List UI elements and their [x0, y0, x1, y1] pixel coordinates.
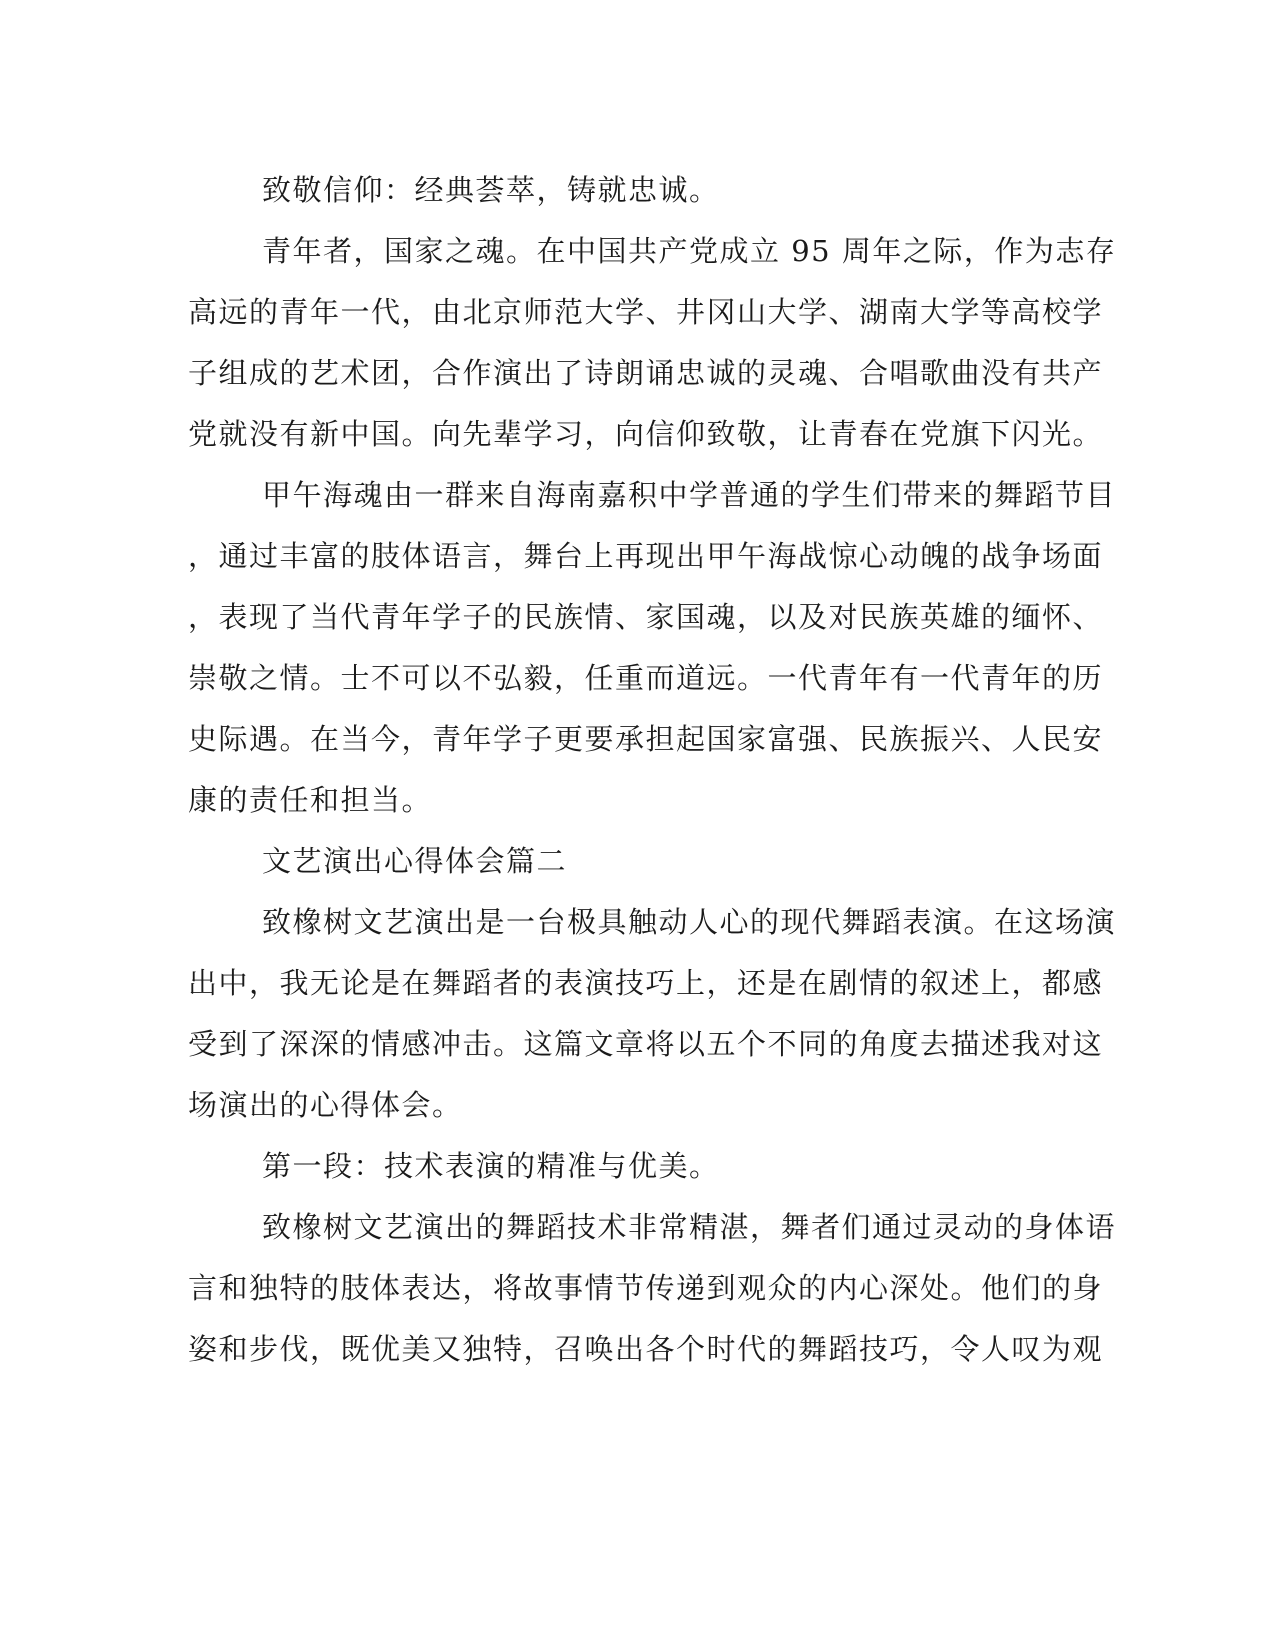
- paragraph-line: 言和独特的肢体表达，将故事情节传递到观众的内心深处。他们的身: [188, 1271, 1104, 1305]
- paragraph-line: 致橡树文艺演出的舞蹈技术非常精湛，舞者们通过灵动的身体语: [262, 1210, 1117, 1244]
- paragraph-line: 子组成的艺术团，合作演出了诗朗诵忠诚的灵魂、合唱歌曲没有共产: [188, 356, 1104, 390]
- paragraph-line: 青年者，国家之魂。在中国共产党成立 95 周年之际，作为志存: [262, 234, 1117, 268]
- paragraph-line: 史际遇。在当今，青年学子更要承担起国家富强、民族振兴、人民安: [188, 722, 1104, 756]
- paragraph-line: 受到了深深的情感冲击。这篇文章将以五个不同的角度去描述我对这: [188, 1027, 1104, 1061]
- paragraph-line: 甲午海魂由一群来自海南嘉积中学普通的学生们带来的舞蹈节目: [262, 478, 1117, 512]
- subsection-heading: 第一段：技术表演的精准与优美。: [262, 1149, 720, 1183]
- paragraph-line: 崇敬之情。士不可以不弘毅，任重而道远。一代青年有一代青年的历: [188, 661, 1104, 695]
- paragraph-line: 致敬信仰：经典荟萃，铸就忠诚。: [262, 173, 720, 207]
- paragraph-line: 党就没有新中国。向先辈学习，向信仰致敬，让青春在党旗下闪光。: [188, 417, 1104, 451]
- paragraph-line: 姿和步伐，既优美又独特，召唤出各个时代的舞蹈技巧，令人叹为观: [188, 1332, 1104, 1366]
- paragraph-line: 出中，我无论是在舞蹈者的表演技巧上，还是在剧情的叙述上，都感: [188, 966, 1104, 1000]
- paragraph-line: 致橡树文艺演出是一台极具触动人心的现代舞蹈表演。在这场演: [262, 905, 1117, 939]
- paragraph-line: 高远的青年一代，由北京师范大学、井冈山大学、湖南大学等高校学: [188, 295, 1104, 329]
- paragraph-line: ，通过丰富的肢体语言，舞台上再现出甲午海战惊心动魄的战争场面: [188, 539, 1104, 573]
- paragraph-line: 康的责任和担当。: [188, 783, 433, 817]
- paragraph-line: ，表现了当代青年学子的民族情、家国魂，以及对民族英雄的缅怀、: [188, 600, 1104, 634]
- section-heading: 文艺演出心得体会篇二: [262, 844, 568, 878]
- document-body: [188, 160, 1117, 1380]
- paragraph-line: 场演出的心得体会。: [188, 1088, 463, 1122]
